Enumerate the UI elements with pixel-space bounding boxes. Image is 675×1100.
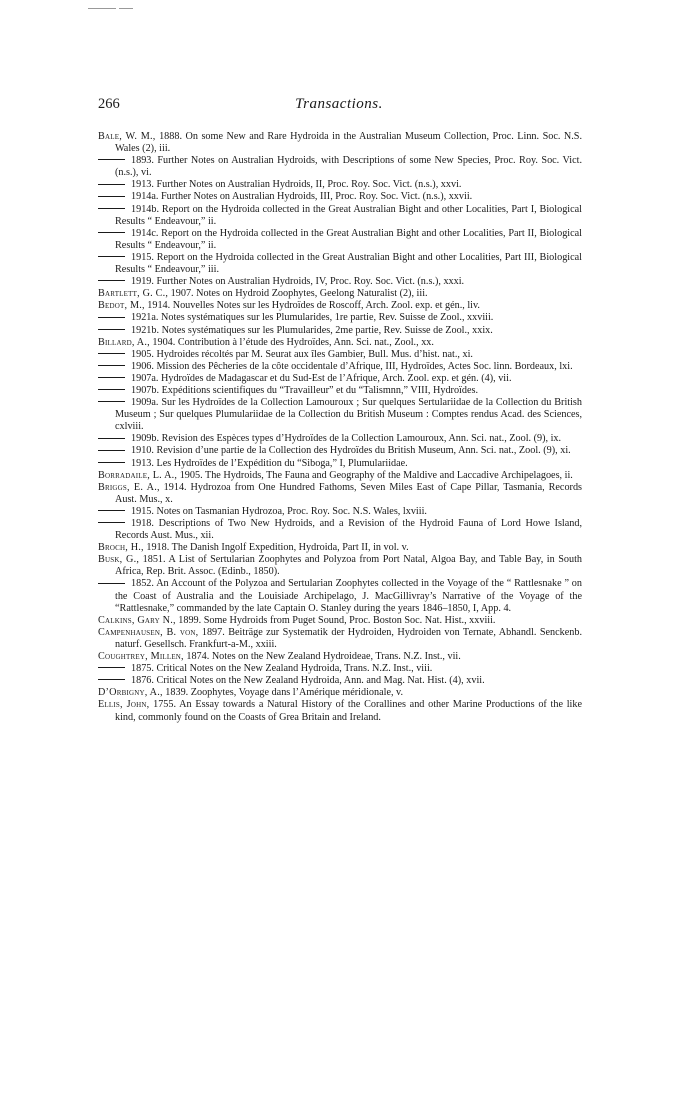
- ditto-dash: [98, 522, 125, 523]
- page-number: 266: [98, 96, 120, 112]
- reference-entry: [98, 542, 582, 554]
- reference-text: 1876. Critical Notes on the New Zealand Hydroida, Ann. and Mag. Nat. Hist. (4), xvii.: [131, 675, 485, 687]
- reference-text: 1914a. Further Notes on Australian Hydroids, III, Proc. Roy. Soc. Vict. (n.s.), xxvii.: [131, 191, 473, 203]
- ditto-dash: [98, 329, 125, 330]
- reference-text: 1897. Beiträge zur Systematik der Hydroiden, Hydroiden von Ternate, Abhandl. Senckenb. naturf. Gesellsch. Frankfurt-a-M., xxiii.: [115, 626, 582, 650]
- reference-author: Coughtrey, Millen,: [98, 651, 184, 663]
- reference-text: 1875. Critical Notes on the New Zealand Hydroida, Trans. N.Z. Inst., viii.: [131, 663, 433, 675]
- reference-entry: [98, 300, 582, 312]
- ditto-dash: [98, 353, 125, 354]
- ditto-dash: [98, 679, 125, 680]
- reference-author: Billard, A.,: [98, 336, 150, 348]
- reference-author: Busk, G.,: [98, 554, 140, 566]
- reference-text: 1918. The Danish Ingolf Expedition, Hydroida, Part II, in vol. v.: [146, 542, 409, 554]
- scan-mark: [88, 8, 116, 9]
- reference-entry: [98, 312, 582, 324]
- page-header: [98, 96, 580, 118]
- reference-text: 1913. Les Hydroïdes de l’Expédition du “Siboga,” I, Plumulariidae.: [131, 457, 408, 469]
- reference-entry: [98, 687, 582, 699]
- reference-text: 1907. Notes on Hydroid Zoophytes, Geelong Naturalist (2), iii.: [170, 288, 428, 300]
- ditto-dash: [98, 280, 125, 281]
- reference-text: 1893. Further Notes on Australian Hydroids, with Descriptions of some New Species, Proc. Roy. Soc. Vict. (n.s.), vi.: [115, 155, 582, 179]
- reference-entry: [98, 615, 582, 627]
- ditto-dash: [98, 365, 125, 366]
- reference-text: 1921b. Notes systématiques sur les Plumularides, 2me partie, Rev. Suisse de Zool., xxix.: [131, 324, 493, 336]
- scan-mark: [119, 8, 133, 9]
- reference-entry: [98, 204, 582, 228]
- reference-entry: [98, 228, 582, 252]
- ditto-dash: [98, 184, 125, 185]
- reference-text: 1919. Further Notes on Australian Hydroids, IV, Proc. Roy. Soc. Vict. (n.s.), xxxi.: [131, 276, 465, 288]
- reference-entry: [98, 445, 582, 457]
- reference-text: 1906. Mission des Pêcheries de la côte occidentale d’Afrique, III, Hydroïdes, Actes Soc. linn. Bordeaux, lxi.: [131, 360, 573, 372]
- reference-entry: [98, 651, 582, 663]
- reference-entry: [98, 627, 582, 651]
- ditto-dash: [98, 208, 125, 209]
- reference-text: 1874. Notes on the New Zealand Hydroideae, Trans. N.Z. Inst., vii.: [186, 651, 461, 663]
- reference-text: 1915. Report on the Hydroida collected in the Great Australian Bight and other Localities, Part III, Biological Results “ Endeavour,” iii.: [115, 251, 582, 276]
- ditto-dash: [98, 377, 125, 378]
- reference-entry: [98, 699, 582, 723]
- reference-text: 1918. Descriptions of Two New Hydroids, and a Revision of the Hydroid Fauna of Lord Howe Island, Records Aust. Mus., xii.: [115, 518, 582, 542]
- reference-entry: [98, 482, 582, 506]
- reference-text: 1904. Contribution à l’étude des Hydroïdes, Ann. Sci. nat., Zool., xx.: [152, 336, 434, 348]
- reference-text: 1914b. Report on the Hydroida collected in the Great Australian Bight and other Localities, Part I, Biological Results “ Endeavour,” ii.: [115, 203, 582, 227]
- reference-entry: [98, 578, 582, 614]
- ditto-dash: [98, 462, 125, 463]
- reference-entry: [98, 554, 582, 578]
- ditto-dash: [98, 510, 125, 511]
- running-title: Transactions.: [295, 96, 383, 112]
- reference-text: 1907b. Expéditions scientifiques du “Travailleur” et du “Talismnn,” VIII, Hydroïdes.: [131, 384, 479, 396]
- ditto-dash: [98, 232, 125, 233]
- reference-entry: [98, 458, 582, 470]
- reference-entry: [98, 191, 582, 203]
- reference-text: 1913. Further Notes on Australian Hydroids, II, Proc. Roy. Soc. Vict. (n.s.), xxvi.: [131, 179, 462, 191]
- reference-author: Bale, W. M.,: [98, 131, 156, 142]
- reference-entry: [98, 179, 582, 191]
- reference-entry: [98, 131, 582, 155]
- reference-text: 1914. Nouvelles Notes sur les Hydroïdes de Roscoff, Arch. Zool. exp. et gén., liv.: [147, 300, 480, 312]
- reference-text: 1914. Hydrozoa from One Hundred Fathoms, Seven Miles East of Cape Pillar, Tasmania, Records Aust. Mus., x.: [115, 481, 583, 505]
- reference-author: Broch, H.,: [98, 542, 144, 554]
- reference-text: 1914c. Report on the Hydroida collected in the Great Australian Bight and other Localities, Part II, Biological Results “ Endeavour,” ii.: [115, 227, 582, 251]
- reference-text: 1905. Hydroides récoltés par M. Seurat aux îles Gambier, Bull. Mus. d’hist. nat., xi.: [131, 348, 473, 360]
- reference-text: 1851. A List of Sertularian Zoophytes and Polyzoa from Port Natal, Algoa Bay, and Table Bay, in South Africa, Rep. Brit. Assoc. (Edinb., 1850).: [115, 554, 582, 578]
- ditto-dash: [98, 159, 125, 160]
- reference-entry: [98, 385, 582, 397]
- reference-entry: [98, 288, 582, 300]
- reference-text: 1921a. Notes systématiques sur les Plumularides, 1re partie, Rev. Suisse de Zool., xxviii.: [131, 312, 494, 324]
- ditto-dash: [98, 667, 125, 668]
- reference-text: 1910. Revision d’une partie de la Collection des Hydroïdes du British Museum, Ann. Sci. nat., Zool. (9), xi.: [131, 445, 571, 457]
- reference-text: 1899. Some Hydroids from Puget Sound, Proc. Boston Soc. Nat. Hist., xxviii.: [178, 614, 496, 626]
- ditto-dash: [98, 317, 125, 318]
- reference-author: Bedot, M.,: [98, 300, 145, 312]
- reference-entry: [98, 325, 582, 337]
- reference-author: Calkins, Gary N.,: [98, 614, 176, 626]
- reference-author: Campenhausen, B. von,: [98, 626, 199, 638]
- reference-text: 1909a. Sur les Hydroïdes de la Collection Lamouroux ; Sur quelques Sertulariidae de la Collection du British Museum ; Sur quelques Plumulariidae de la Collection du British Museum : Comptes rendus Acad. des Sciences, cxlviii.: [115, 397, 582, 433]
- reference-entry: [98, 663, 582, 675]
- reference-text: 1888. On some New and Rare Hydroida in the Australian Museum Collection, Proc. Linn. Soc. N.S. Wales (2), iii.: [115, 131, 583, 155]
- reference-entry: [98, 518, 582, 542]
- ditto-dash: [98, 450, 125, 451]
- reference-author: D’Orbigny, A.,: [98, 687, 163, 699]
- ditto-dash: [98, 256, 125, 257]
- reference-entry: [98, 470, 582, 482]
- reference-entry: [98, 337, 582, 349]
- reference-author: Borradaile, L. A.,: [98, 469, 178, 481]
- reference-text: 1755. An Essay towards a Natural History of the Corallines and other Marine Productions of the like kind, commonly found on the Coasts of Grea Britain and Ireland.: [115, 699, 582, 723]
- reference-entry: [98, 433, 582, 445]
- reference-entry: [98, 276, 582, 288]
- reference-text: 1915. Notes on Tasmanian Hydrozoa, Proc. Roy. Soc. N.S. Wales, lxviii.: [131, 505, 427, 517]
- ditto-dash: [98, 583, 125, 584]
- reference-entry: [98, 506, 582, 518]
- reference-entry: [98, 155, 582, 179]
- reference-entry: [98, 349, 582, 361]
- reference-text: 1909b. Revision des Espèces types d’Hydroïdes de la Collection Lamouroux, Ann. Sci. nat., Zool. (9), ix.: [131, 433, 562, 445]
- reference-author: Bartlett, G. C.,: [98, 288, 169, 300]
- reference-entry: [98, 373, 582, 385]
- reference-entry: [98, 675, 582, 687]
- reference-author: Ellis, John,: [98, 699, 150, 711]
- reference-entry: [98, 252, 582, 276]
- ditto-dash: [98, 401, 125, 402]
- reference-entry: [98, 397, 582, 433]
- ditto-dash: [98, 196, 125, 197]
- reference-text: 1852. An Account of the Polyzoa and Sertularian Zoophytes collected in the Voyage of the “ Rattlesnake ” on the Coast of Australia and the Louisiade Archipelago, J. MacGillivray’s Narrative of the Voyage of the “Rattlesnake,” commanded by the late Captain O. Stanley during the years 1846–1850, I, App. 4.: [115, 578, 582, 614]
- reference-text: 1905. The Hydroids, The Fauna and Geography of the Maldive and Laccadive Archipelagoes, ii.: [179, 469, 573, 481]
- reference-text: 1839. Zoophytes, Voyage dans l’Amérique méridionale, v.: [165, 687, 404, 699]
- reference-text: 1907a. Hydroïdes de Madagascar et du Sud-Est de l’Afrique, Arch. Zool. exp. et gén. (4), vii.: [131, 372, 512, 384]
- reference-author: Briggs, E. A.,: [98, 481, 160, 493]
- ditto-dash: [98, 389, 125, 390]
- reference-entry: [98, 361, 582, 373]
- reference-list: [98, 131, 582, 724]
- ditto-dash: [98, 438, 125, 439]
